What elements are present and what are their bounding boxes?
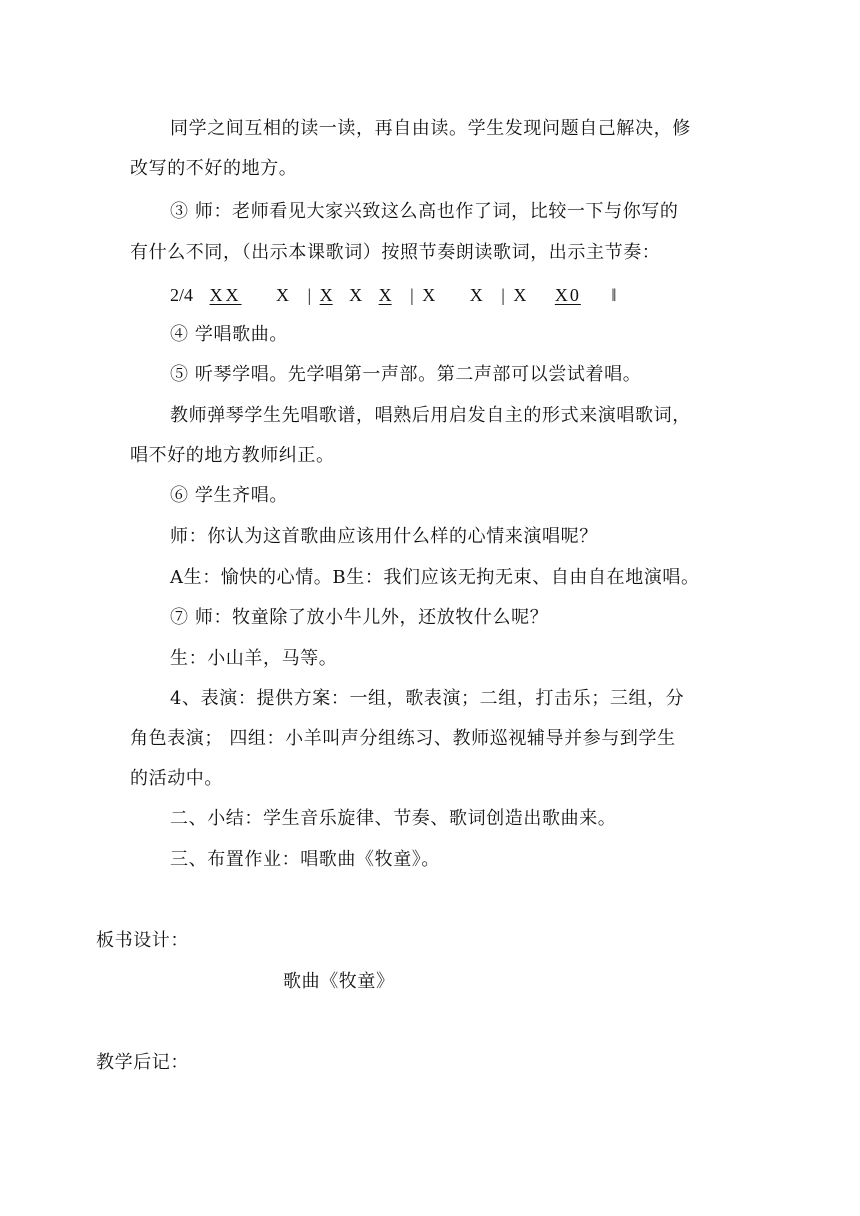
rhythm-barline: | (410, 285, 414, 305)
rhythm-note: X (276, 285, 290, 305)
rhythm-note: XX (209, 285, 242, 305)
paragraph-line: A生：愉快的心情。B生：我们应该无拘无束、自由自在地演唱。 (170, 567, 700, 588)
rhythm-notation (170, 283, 616, 307)
board-design-label: 板书设计： (96, 930, 189, 951)
paragraph-line: 三、布置作业：唱歌曲《牧童》。 (170, 849, 440, 870)
rhythm-meter: 2/4 (170, 285, 194, 305)
rhythm-note: X (319, 285, 333, 305)
paragraph-line: 4、表演：提供方案：一组，歌表演；二组，打击乐；三组，分 (170, 688, 685, 709)
paragraph-line: 唱不好的地方教师纠正。 (130, 445, 335, 466)
paragraph-line: 生：小山羊，马等。 (170, 648, 338, 669)
rhythm-note: X0 (554, 285, 581, 305)
rhythm-note: X (378, 285, 392, 305)
paragraph-line: 教师弹琴学生先唱歌谱，唱熟后用启发自主的形式来演唱歌词， (170, 405, 691, 426)
paragraph-line: ③ 师：老师看见大家兴致这么高也作了词，比较一下与你写的 (170, 201, 679, 222)
paragraph-line: ⑤ 听琴学唱。先学唱第一声部。第二声部可以尝试着唱。 (170, 364, 642, 385)
paragraph-line: ④ 学唱歌曲。 (170, 324, 288, 345)
rhythm-double-barline: ‖ (611, 285, 617, 305)
paragraph-line: 的活动中。 (130, 768, 223, 789)
paragraph-line: ⑦ 师：牧童除了放小牛儿外，还放牧什么呢？ (170, 607, 549, 628)
paragraph-line: 师：你认为这首歌曲应该用什么样的心情来演唱呢？ (170, 526, 598, 547)
paragraph-line: 改写的不好的地方。 (130, 158, 298, 179)
board-design-title: 歌曲《牧童》 (283, 971, 395, 992)
rhythm-barline: | (307, 285, 312, 305)
paragraph-line: 同学之间互相的读一读，再自由读。学生发现问题自己解决，修 (170, 118, 691, 139)
teaching-notes-label: 教学后记： (96, 1052, 189, 1073)
rhythm-note: X (469, 285, 483, 305)
rhythm-note: X (513, 285, 527, 305)
paragraph-line: ⑥ 学生齐唱。 (170, 485, 288, 506)
paragraph-line: 有什么不同，（出示本课歌词）按照节奏朗读歌词，出示主节奏： (130, 242, 661, 263)
paragraph-line: 二、小结：学生音乐旋律、节奏、歌词创造出歌曲来。 (170, 808, 617, 829)
rhythm-note: X (349, 285, 363, 305)
rhythm-barline: | (501, 285, 505, 305)
paragraph-line: 角色表演； 四组：小羊叫声分组练习、教师巡视辅导并参与到学生 (130, 728, 676, 749)
rhythm-note: X (422, 285, 436, 305)
